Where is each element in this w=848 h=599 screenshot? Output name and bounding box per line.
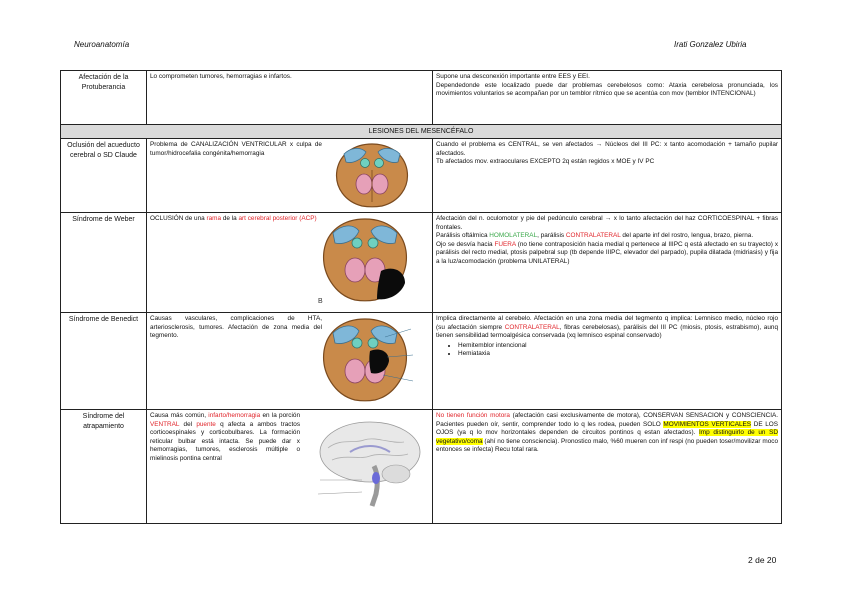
row-benedict: [61, 313, 782, 410]
cause-cell-weber: [147, 213, 433, 313]
desc-benedict-contralateral: CONTRALATERAL: [504, 323, 560, 331]
desc-atrapamiento-4: DE LOS OJOS (ya q lo mov horizontales dependen de circuitos pontinos q estan afectados).: [436, 420, 779, 437]
cause-weber-art: art cerebral posterior (ACP): [238, 215, 317, 222]
desc-weber-2e: del aparte inf del rostro, lengua, brazo, pierna.: [622, 232, 754, 240]
benedict-bullets: [436, 342, 778, 359]
cause-atrapamiento-5: del: [183, 420, 193, 428]
desc-claude: [433, 139, 782, 213]
desc-benedict-1a: Implica directamente al cerebelo. Afectación en una zona media del tegmento q implica: Lemnisco medio, núcleo rojo (su afectación siempre: [436, 315, 779, 331]
desc-weber-fuera: FUERA: [494, 240, 516, 248]
desc-atrapamiento-6: (ahí no tiene consciencia). Pronostico malo, %60 mueren con inf respi (no pueden toser/movilizar moco entonces se infecta) Recu total rara.: [436, 437, 779, 454]
brain-sagittal-diagram: [310, 414, 428, 509]
cause-benedict: Causas vasculares, complicaciones de HTA, arteriosclerosis, tumores. Afectación de zona media del tegmento.: [150, 315, 322, 340]
row-claude: [61, 139, 782, 213]
midbrain-diagram-weber: [315, 215, 415, 305]
row-protuberancia: [61, 71, 782, 125]
cause-weber: [150, 215, 322, 224]
desc-weber-2c: , parálisis: [537, 232, 565, 240]
desc-atrapamiento-motora: No tienen función motora: [436, 412, 510, 419]
row-atrapamiento: [61, 410, 782, 524]
cause-atrapamiento: [150, 412, 300, 464]
desc-claude-2: Tb afectados mov. extraoculares EXCEPTO 2q están regidos x MOE y IV PC: [436, 158, 655, 166]
page-number: 2 de 20: [748, 555, 777, 565]
row-weber: [61, 213, 782, 313]
row-name-claude: Oclusión del acueducto cerebral o SD Claude: [61, 139, 147, 213]
cause-weber-mid: de la: [222, 215, 237, 222]
row-name-atrapamiento: Síndrome del atrapamiento: [61, 410, 147, 524]
list-item: • Hemiataxia: [458, 350, 778, 359]
desc-benedict-1: [436, 315, 778, 341]
cause-atrapamiento-7: q afecta a ambos tractos corticoespinales y corticobulbares. La formación reticular bulbar está intacta. Se puede dar x hemorragias, tumores, esclerosis múltiple o mielinosis pontina central: [150, 420, 301, 462]
desc-weber-contralateral: CONTRALATERAL: [565, 232, 621, 240]
cause-weber-rama: rama: [206, 215, 222, 222]
desc-protuberancia-2: Dependedonde este localizado puede dar problemas cerebelosos como: Ataxia cerebelosa pronunciada, los movimientos voluntarios se acompañan por un temblor rítmico que se acentúa con mov (temblor INTENCIONAL): [436, 81, 779, 98]
list-item: • Hemitemblor intencional: [458, 342, 778, 351]
weber-image-label: B: [318, 298, 323, 305]
desc-protuberancia-1: Supone una desconexión importante entre EES y EEI.: [436, 73, 590, 80]
midbrain-diagram-claude: [332, 140, 412, 210]
desc-atrapamiento-2: (afectación casi exclusivamente de motora), CONSERVAN SENSACION y CONSCIENCIA. Pacientes pueden oír, sentir, comprender todo lo q les rodea, pueden SOLO: [436, 412, 779, 428]
desc-protuberancia: [433, 71, 782, 125]
desc-atrapamiento-verticales: MOVIMIENTOS VERTICALES: [663, 420, 752, 428]
cause-cell-claude: [147, 139, 433, 213]
cause-claude: Problema de CANALIZACIÓN VENTRICULAR x culpa de tumor/hidrocefalia congénita/hemorragia: [150, 141, 322, 157]
cause-atrapamiento-infarto: infarto/hemorragia: [208, 412, 261, 419]
header-left: Neuroanatomía: [74, 40, 130, 49]
desc-weber-3a: Ojo se desvía hacia: [436, 240, 493, 248]
desc-atrapamiento-vegetativo: Imp distinguirlo de un SD vegetativo/coma: [436, 429, 779, 445]
midbrain-diagram-benedict: [315, 315, 425, 407]
desc-weber-3: [436, 241, 778, 267]
cause-cell-benedict: [147, 313, 433, 410]
cause-weber-pre: OCLUSIÓN de una: [150, 215, 205, 222]
notes-table: [60, 70, 782, 524]
section-title: LESIONES DEL MESENCÉFALO: [61, 125, 782, 139]
desc-weber-1: Afectación del n. oculomotor y pie del pedúnculo cerebral → x lo tanto afectación del haz CORTICOESPINAL + fibras frontales.: [436, 215, 779, 231]
cause-cell-atrapamiento: [147, 410, 433, 524]
desc-benedict-1c: , fibras cerebelosas), parálisis del III PC (miosis, ptosis, estrabismo), aunq tienen sensibilidad termoalgésica conservada (xq lemnisco espinal conservado): [436, 323, 779, 340]
row-name-protuberancia: Afectación de la Protuberancia: [61, 71, 147, 125]
desc-weber-homolateral: HOMOLATERAL: [489, 232, 538, 240]
desc-atrapamiento: [433, 410, 782, 524]
cause-atrapamiento-3: en la porción: [262, 412, 300, 419]
header-right: Irati Gonzalez Ubiria: [674, 40, 747, 49]
desc-claude-1: Cuando el problema es CENTRAL, se ven afectados → Núcleos del III PC: x tanto acomodación + tamaño pupilar afectados.: [436, 141, 779, 157]
desc-benedict: [433, 313, 782, 410]
causes-protuberancia: Lo comprometen tumores, hemorragias e infartos.: [147, 71, 433, 125]
row-name-weber: Síndrome de Weber: [61, 213, 147, 313]
row-name-benedict: Síndrome de Benedict: [61, 313, 147, 410]
cause-atrapamiento-1: Causa más común,: [150, 412, 207, 419]
desc-weber-3c: (no tiene contraposición hacia medial q pertenece al IIIPC q está afectado en su trayecto) x parálisis del recto medial, ptosis palpebral sup (tb depende IIIPC, elevador del parpado), pupila dilatada (midriasis) y fija a la luz/acomodación (problema UNILATERAL): [436, 240, 779, 265]
desc-weber-2: [436, 232, 778, 241]
section-row: [61, 125, 782, 139]
cause-atrapamiento-puente: puente: [196, 420, 216, 428]
cause-atrapamiento-ventral: VENTRAL: [150, 420, 180, 428]
desc-weber-2a: Parálisis oftálmica: [436, 232, 488, 240]
desc-weber: [433, 213, 782, 313]
